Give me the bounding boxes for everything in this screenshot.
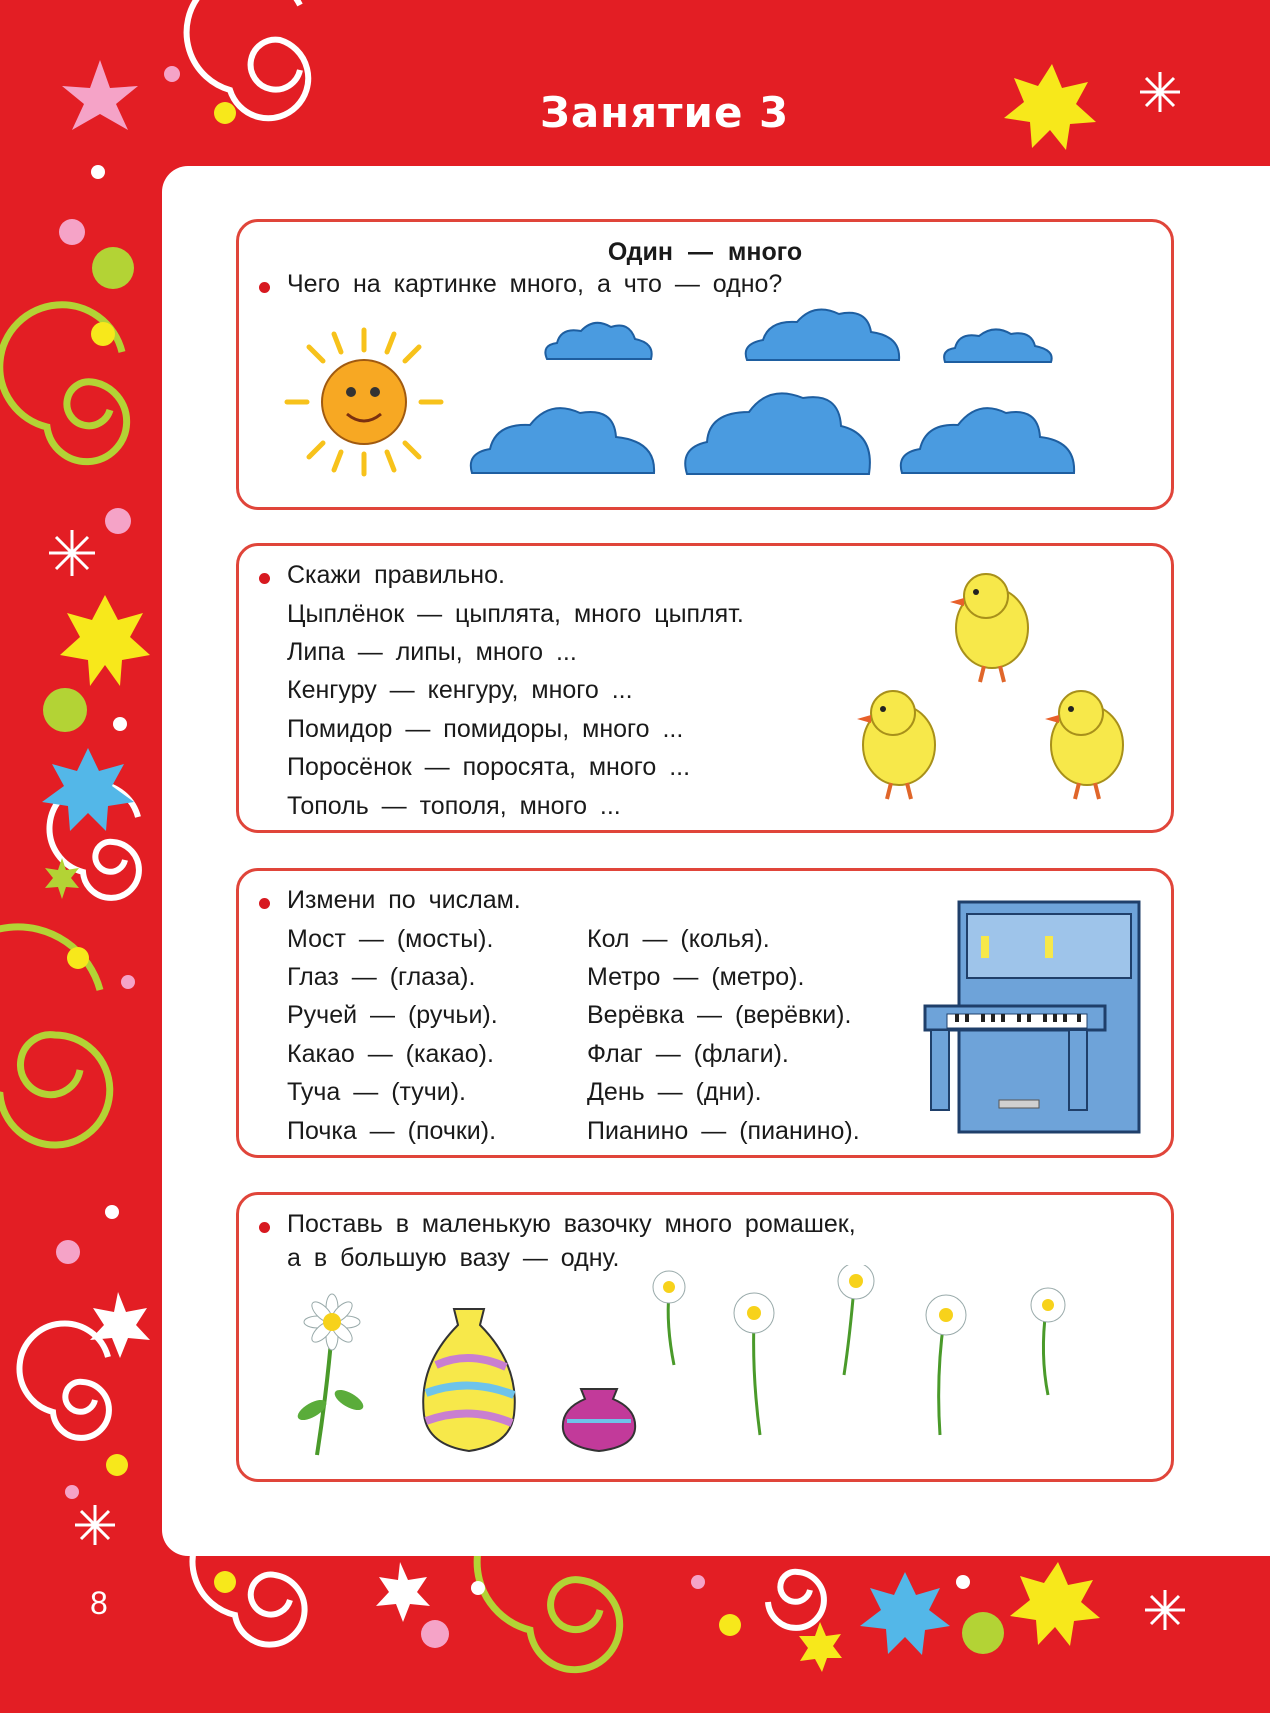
word-pair: Флаг — (флаги). <box>587 1040 789 1068</box>
word-pair: Метро — (метро). <box>587 963 805 991</box>
cloud-icon <box>739 302 909 367</box>
cloud-icon <box>539 317 659 367</box>
small-vase-icon <box>559 1385 639 1455</box>
exercise-change-number <box>236 868 1174 1158</box>
exercise-one-many <box>236 219 1174 510</box>
daisy-icon <box>734 1293 774 1435</box>
exercise-daisies-vases <box>236 1192 1174 1482</box>
cloud-icon <box>894 397 1084 482</box>
cloud-icon <box>939 322 1059 367</box>
word-pair: День — (дни). <box>587 1078 762 1106</box>
word-pair: Почка — (почки). <box>287 1117 497 1145</box>
word-pair: Пианино — (пианино). <box>587 1117 860 1145</box>
bullet <box>259 1222 270 1233</box>
word-pair: Мост — (мосты). <box>287 925 494 953</box>
chick-icon <box>1039 683 1129 803</box>
sun-icon <box>279 322 449 482</box>
instruction-text: Поставь в маленькую вазочку много ромашек, <box>287 1210 856 1238</box>
piano-icon <box>919 896 1149 1146</box>
cloud-icon <box>679 384 879 484</box>
bullet <box>259 573 270 584</box>
word-pair: Ручей — (ручьи). <box>287 1001 498 1029</box>
chick-icon <box>851 683 941 803</box>
exercise-say-correctly <box>236 543 1174 833</box>
page-title: Занятие 3 <box>540 88 790 137</box>
exercise-line: Кенгуру — кенгуру, много ... <box>287 676 633 704</box>
daisy-icon <box>653 1271 685 1365</box>
instruction-text: Скажи правильно. <box>287 561 505 589</box>
word-pair: Глаз — (глаза). <box>287 963 476 991</box>
large-vase-icon <box>414 1305 524 1455</box>
exercise-line: Липа — липы, много ... <box>287 638 577 666</box>
daisy-icon <box>838 1265 874 1375</box>
question-text: Чего на картинке много, а что — одно? <box>287 270 783 298</box>
exercise-line: Тополь — тополя, много ... <box>287 792 621 820</box>
daisy-icon <box>1031 1288 1065 1395</box>
word-pair: Верёвка — (верёвки). <box>587 1001 852 1029</box>
page-number: 8 <box>90 1585 108 1621</box>
example-line: Цыплёнок — цыплята, много цыплят. <box>287 600 744 628</box>
word-pair: Какао — (какао). <box>287 1040 494 1068</box>
word-pair: Туча — (тучи). <box>287 1078 467 1106</box>
cloud-icon <box>464 397 664 482</box>
chick-icon <box>944 566 1034 686</box>
word-pair: Кол — (колья). <box>587 925 770 953</box>
instruction-text: а в большую вазу — одну. <box>287 1244 620 1272</box>
bullet <box>259 898 270 909</box>
daisy-icon <box>926 1295 966 1435</box>
section-heading: Один — много <box>607 238 803 266</box>
exercise-line: Поросёнок — поросята, много ... <box>287 753 691 781</box>
daisy-icon <box>287 1290 377 1460</box>
exercise-line: Помидор — помидоры, много ... <box>287 715 684 743</box>
bullet <box>259 282 270 293</box>
daisy-group <box>634 1265 1244 1455</box>
instruction-text: Измени по числам. <box>287 886 521 914</box>
